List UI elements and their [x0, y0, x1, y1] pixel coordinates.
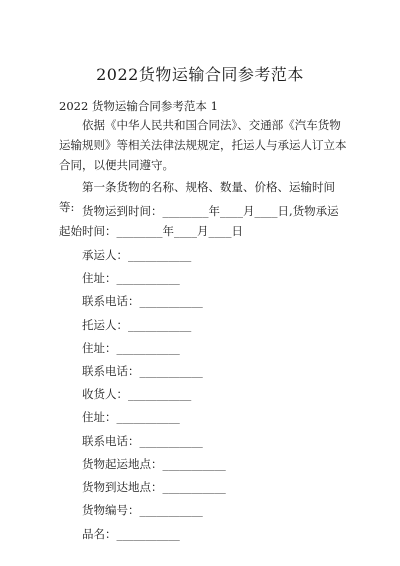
field-label: 品名：	[82, 527, 117, 541]
carrier-field	[82, 247, 191, 263]
clause-one: 第一条货物的名称、规格、数量、价格、运输时间等:	[59, 180, 335, 214]
shipper-phone-field	[82, 363, 203, 379]
carrier-address-field	[82, 270, 180, 286]
shipper-address-field	[82, 340, 180, 356]
consignee-phone-field	[82, 433, 203, 449]
field-blank: ___________	[162, 457, 226, 471]
field-label: 联系电话：	[82, 364, 140, 378]
field-blank: ___________	[139, 364, 203, 378]
transport-time-paragraph: 货物运到时间：________年____月____日,货物承运起始时间：________年____月____日	[59, 204, 339, 238]
field-blank: ___________	[116, 527, 180, 541]
document-subtitle: 2022 货物运输合同参考范本 1	[59, 99, 218, 113]
field-label: 货物编号：	[82, 503, 140, 517]
field-blank: ___________	[128, 387, 192, 401]
field-label: 货物起运地点：	[82, 457, 163, 471]
field-blank: ___________	[128, 318, 192, 332]
field-blank: ___________	[128, 248, 192, 262]
field-label: 住址：	[82, 410, 117, 424]
document-title: 2022货物运输合同参考范本	[96, 65, 304, 84]
field-blank: ___________	[139, 434, 203, 448]
field-blank: ___________	[139, 503, 203, 517]
field-label: 货物到达地点：	[82, 480, 163, 494]
product-name-field	[82, 526, 180, 542]
carrier-phone-field	[82, 293, 203, 309]
field-blank: ___________	[116, 341, 180, 355]
field-label: 托运人：	[82, 318, 128, 332]
intro-paragraph: 依据《中华人民共和国合同法》、交通部《汽车货物运输规则》等相关法律法规规定，托运人与承运人订立本合同，以便共同遵守。	[59, 118, 347, 172]
field-label: 联系电话：	[82, 434, 140, 448]
field-blank: ___________	[139, 294, 203, 308]
field-label: 住址：	[82, 271, 117, 285]
cargo-number-field	[82, 502, 203, 518]
field-label: 联系电话：	[82, 294, 140, 308]
destination-field	[82, 479, 226, 495]
shipper-field	[82, 317, 191, 333]
field-label: 住址：	[82, 341, 117, 355]
origin-field	[82, 456, 226, 472]
field-label: 承运人：	[82, 248, 128, 262]
consignee-address-field	[82, 409, 180, 425]
consignee-field	[82, 386, 191, 402]
field-blank: ___________	[116, 410, 180, 424]
field-label: 收货人：	[82, 387, 128, 401]
field-blank: ___________	[116, 271, 180, 285]
field-blank: ___________	[162, 480, 226, 494]
